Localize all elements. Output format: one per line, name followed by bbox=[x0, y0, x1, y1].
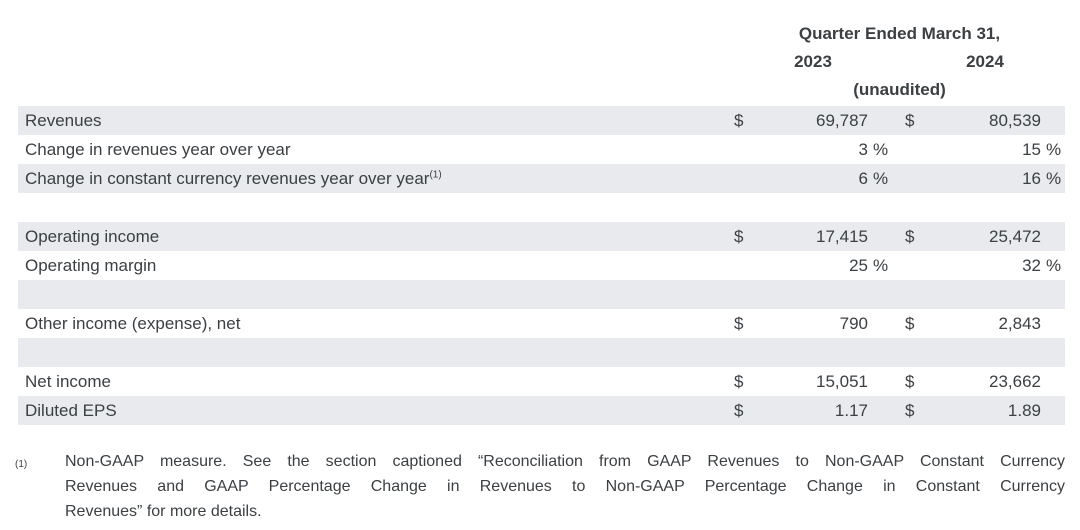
footnote-line: Revenues and GAAP Percentage Change in Revenues to Non-GAAP Percentage Change in Constant Currency bbox=[65, 478, 1065, 495]
footnote-ref: (1) bbox=[429, 168, 442, 180]
spacer-row bbox=[18, 280, 1065, 309]
spacer-row bbox=[18, 338, 1065, 367]
currency-symbol: $ bbox=[734, 313, 744, 333]
amount: 6 bbox=[858, 168, 868, 188]
value-cell-2023 bbox=[734, 372, 892, 392]
amount: 15 bbox=[1022, 139, 1041, 159]
currency-symbol bbox=[905, 169, 929, 189]
currency-symbol: $ bbox=[734, 371, 744, 391]
amount: 15,051 bbox=[816, 371, 868, 391]
amount: 25,472 bbox=[989, 226, 1041, 246]
percent-symbol: % bbox=[873, 168, 889, 188]
value-cell-2024 bbox=[905, 111, 1065, 131]
currency-symbol bbox=[734, 169, 758, 189]
currency-symbol bbox=[734, 256, 758, 276]
table-row bbox=[18, 396, 1065, 425]
year-2023-heading: 2023 bbox=[794, 52, 832, 71]
footnote-marker: (1) bbox=[15, 459, 28, 470]
table-row bbox=[18, 309, 1065, 338]
amount: 16 bbox=[1022, 168, 1041, 188]
percent-symbol bbox=[868, 314, 892, 334]
percent-symbol bbox=[1041, 227, 1065, 247]
percent-symbol bbox=[1041, 372, 1065, 392]
percent-symbol: % bbox=[873, 255, 889, 275]
percent-symbol bbox=[1041, 111, 1065, 131]
currency-symbol: $ bbox=[734, 110, 744, 130]
currency-symbol: $ bbox=[905, 313, 915, 333]
footnote-line: Revenues” for more details. bbox=[65, 503, 262, 520]
amount: 1.17 bbox=[834, 400, 868, 420]
footnote bbox=[15, 449, 1065, 524]
amount: 80,539 bbox=[989, 110, 1041, 130]
row-label: Change in constant currency revenues year over year$^{(1)}$ bbox=[25, 168, 442, 188]
currency-symbol: $ bbox=[905, 371, 915, 391]
percent-symbol bbox=[868, 401, 892, 421]
percent-symbol bbox=[1041, 314, 1065, 334]
currency-symbol: $ bbox=[734, 400, 744, 420]
amount: 69,787 bbox=[816, 110, 868, 130]
value-cell-2023 bbox=[734, 169, 892, 189]
table-row bbox=[18, 106, 1065, 135]
value-cell-2023 bbox=[734, 227, 892, 247]
currency-symbol bbox=[905, 256, 929, 276]
table-header-title-row bbox=[18, 20, 1065, 48]
amount: 17,415 bbox=[816, 226, 868, 246]
quarter-ended-heading: Quarter Ended March 31, bbox=[798, 24, 1001, 43]
row-label: Operating margin bbox=[25, 255, 157, 275]
footnote-line: Non-GAAP measure. See the section captioned “Reconciliation from GAAP Revenues to Non-GAAP Constant Currency bbox=[65, 453, 1065, 470]
amount: 32 bbox=[1022, 255, 1041, 275]
table-row bbox=[18, 135, 1065, 164]
value-cell-2024 bbox=[905, 401, 1065, 421]
row-label: Change in revenues year over year bbox=[25, 139, 291, 159]
table-row bbox=[18, 222, 1065, 251]
value-cell-2023 bbox=[734, 111, 892, 131]
percent-symbol bbox=[868, 111, 892, 131]
table-row bbox=[18, 367, 1065, 396]
amount: 3 bbox=[858, 139, 868, 159]
financial-table bbox=[18, 20, 1065, 425]
value-cell-2024 bbox=[905, 169, 1065, 189]
table-body bbox=[18, 106, 1065, 425]
value-cell-2023 bbox=[734, 256, 892, 276]
percent-symbol: % bbox=[873, 139, 889, 159]
value-cell-2024 bbox=[905, 372, 1065, 392]
spacer-row bbox=[18, 193, 1065, 222]
amount: 23,662 bbox=[989, 371, 1041, 391]
table-header-years-row bbox=[18, 48, 1065, 76]
row-label: Revenues bbox=[25, 110, 102, 130]
currency-symbol bbox=[905, 140, 929, 160]
percent-symbol: % bbox=[1046, 168, 1062, 188]
row-label: Net income bbox=[25, 371, 111, 391]
amount: 25 bbox=[849, 255, 868, 275]
currency-symbol: $ bbox=[905, 400, 915, 420]
amount: 2,843 bbox=[998, 313, 1041, 333]
row-label: Operating income bbox=[25, 226, 160, 246]
percent-symbol bbox=[868, 372, 892, 392]
value-cell-2023 bbox=[734, 140, 892, 160]
value-cell-2024 bbox=[905, 140, 1065, 160]
row-label: Diluted EPS bbox=[25, 400, 117, 420]
table-header-unaudited-row bbox=[18, 76, 1065, 104]
currency-symbol: $ bbox=[905, 226, 915, 246]
percent-symbol: % bbox=[1046, 255, 1062, 275]
value-cell-2024 bbox=[905, 256, 1065, 276]
value-cell-2024 bbox=[905, 227, 1065, 247]
percent-symbol bbox=[1041, 401, 1065, 421]
percent-symbol bbox=[868, 227, 892, 247]
table-row bbox=[18, 251, 1065, 280]
amount: 1.89 bbox=[1007, 400, 1041, 420]
currency-symbol bbox=[734, 140, 758, 160]
table-row bbox=[18, 164, 1065, 193]
unaudited-heading: (unaudited) bbox=[853, 80, 946, 99]
value-cell-2023 bbox=[734, 401, 892, 421]
percent-symbol: % bbox=[1046, 139, 1062, 159]
currency-symbol: $ bbox=[905, 110, 915, 130]
row-label: Other income (expense), net bbox=[25, 313, 241, 333]
year-2024-heading: 2024 bbox=[966, 52, 1004, 71]
amount: 790 bbox=[839, 313, 868, 333]
value-cell-2023 bbox=[734, 314, 892, 334]
footnote-text bbox=[65, 449, 1065, 524]
value-cell-2024 bbox=[905, 314, 1065, 334]
currency-symbol: $ bbox=[734, 226, 744, 246]
